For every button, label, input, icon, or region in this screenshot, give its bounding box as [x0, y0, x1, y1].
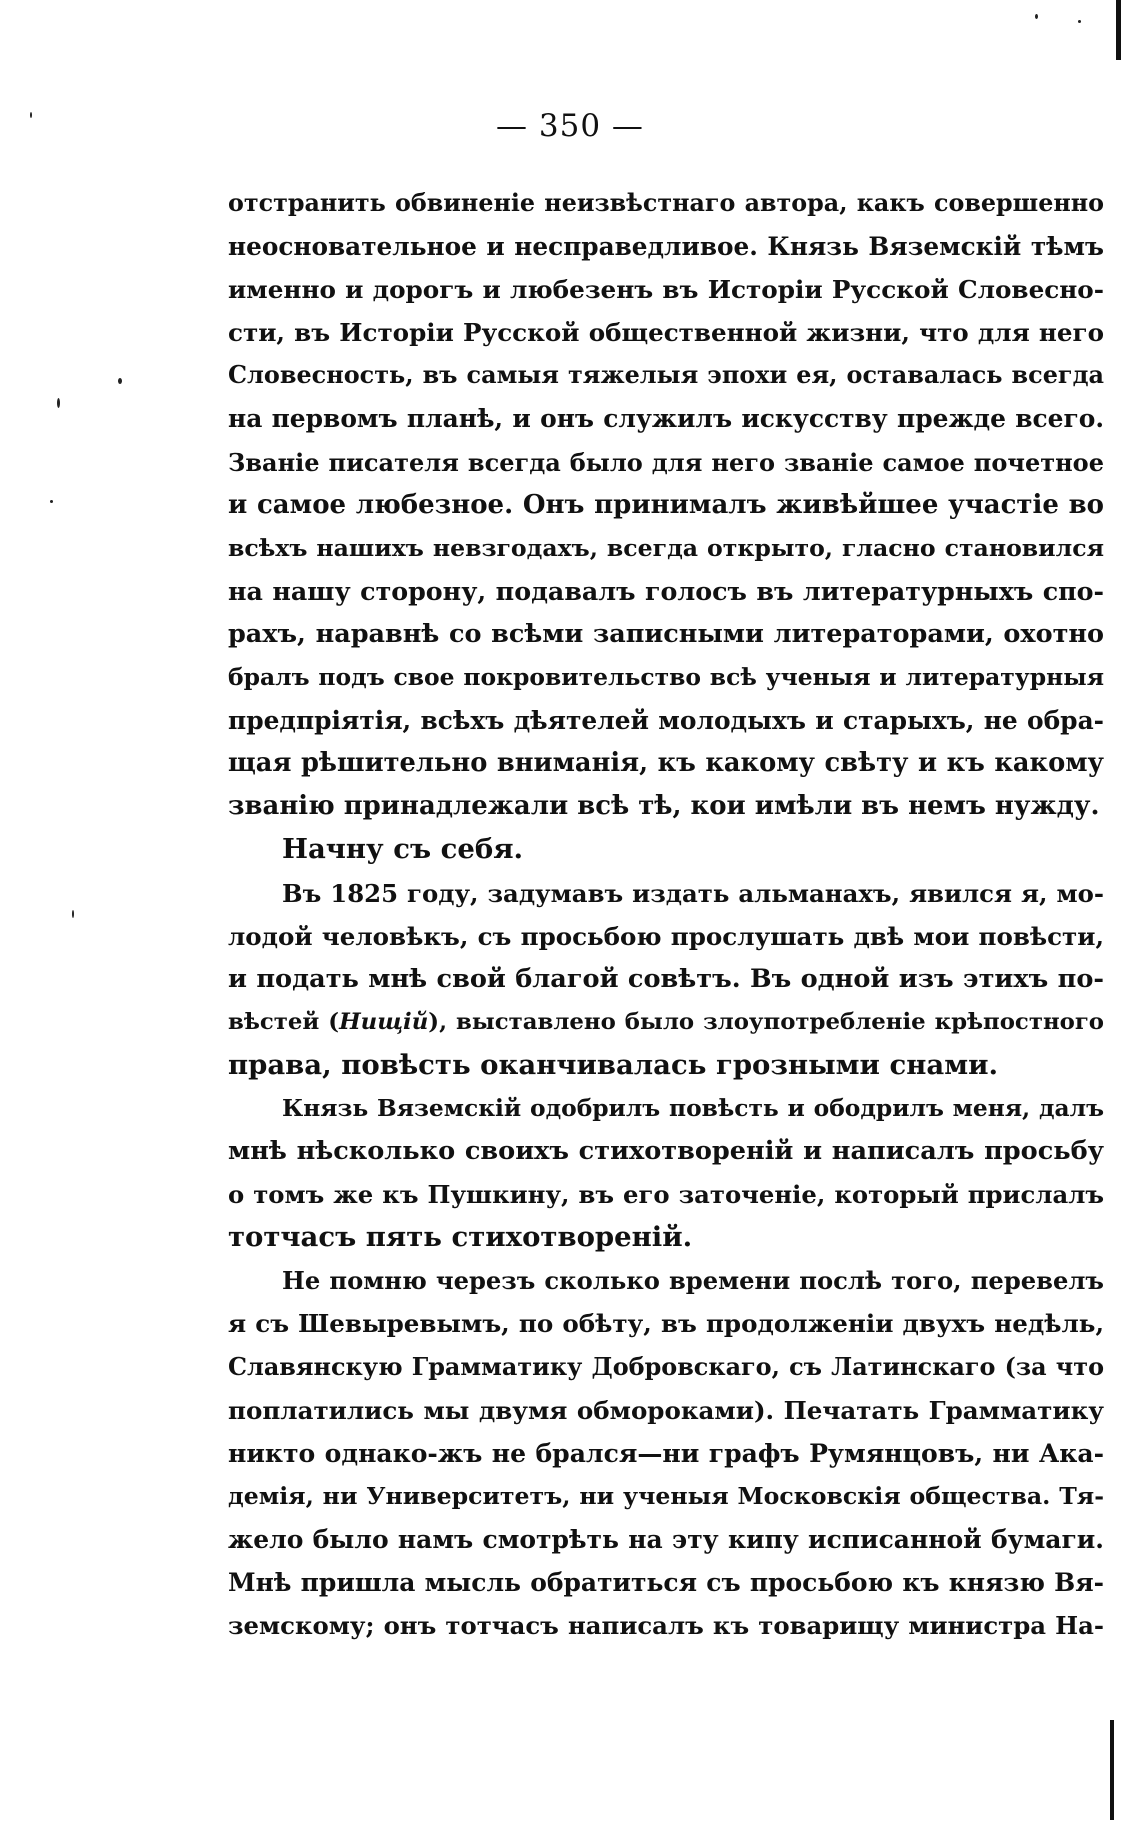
text-line: демія, ни Университетъ, ни ученыя Московскія общества. Тя-: [228, 1481, 1104, 1510]
text-line: Въ 1825 году, задумавъ издать альманахъ, явился я, мо-: [282, 878, 1104, 908]
text-line: никто однако-жъ не брался—ни графъ Румянцовъ, ни Ака-: [228, 1437, 1104, 1468]
scan-speck: [1035, 14, 1038, 19]
body-text: [228, 182, 1104, 1647]
text-line: бралъ подъ свое покровительство всѣ ученыя и литературныя: [228, 663, 1104, 692]
text-line: права, повѣсть оканчивалась грозными снами.: [228, 1048, 999, 1081]
text-line: рахъ, наравнѣ со всѣми записными литераторами, охотно: [228, 618, 1104, 649]
text-line: всѣхъ нашихъ невзгодахъ, всегда открыто, гласно становился: [228, 533, 1104, 562]
text-line: званію принадлежали всѣ тѣ, кои имѣли въ немъ нужду.: [228, 791, 1100, 822]
text-line: поплатились мы двумя обмороками). Печатать Грамматику: [228, 1395, 1104, 1425]
text-line: жело было намъ смотрѣть на эту кипу исписанной бумаги.: [228, 1524, 1104, 1554]
text-line: Начну съ себя.: [282, 833, 524, 866]
text-line: Не помню черезъ сколько времени послѣ того, перевелъ: [282, 1266, 1104, 1296]
text-line: и самое любезное. Онъ принималъ живѣйшее участіе во: [228, 489, 1104, 520]
scan-edge-mark: [1110, 1720, 1114, 1820]
text-line: земскому; онъ тотчасъ написалъ къ товарищу министра На-: [228, 1611, 1104, 1641]
text-line: Славянскую Грамматику Добровскаго, съ Латинскаго (за что: [228, 1352, 1104, 1381]
text-line: я съ Шевыревымъ, по обѣту, въ продолженіи двухъ недѣль,: [228, 1309, 1104, 1339]
text-line: о томъ же къ Пушкину, въ его заточеніе, который прислалъ: [228, 1180, 1104, 1210]
text-line: мнѣ нѣсколько своихъ стихотвореній и написалъ просьбу: [228, 1136, 1104, 1167]
scan-speck: [72, 910, 74, 918]
text-line: лодой человѣкъ, съ просьбою прослушать двѣ мои повѣсти,: [228, 921, 1104, 951]
text-line: неосновательное и несправедливое. Князь Вяземскій тѣмъ: [228, 232, 1104, 262]
scan-edge-mark: [1116, 0, 1121, 60]
text-line: сти, въ Исторіи Русской общественной жизни, что для него: [228, 318, 1104, 348]
page-number: — 350 —: [496, 108, 644, 144]
text-line: именно и дорогъ и любезенъ въ Исторіи Русской Словесно-: [228, 275, 1104, 305]
text-line: Словесность, въ самыя тяжелыя эпохи ея, оставалась всегда: [228, 361, 1104, 390]
scan-speck: [57, 398, 60, 408]
text-line: на первомъ планѣ, и онъ служилъ искусству прежде всего.: [228, 404, 1104, 434]
text-line: отстранить обвиненіе неизвѣстнаго автора, какъ совершенно: [228, 189, 1104, 217]
text-line: Князь Вяземскій одобрилъ повѣсть и ободрилъ меня, далъ: [282, 1093, 1104, 1122]
scan-speck: [118, 378, 122, 384]
text-line: и подать мнѣ свой благой совѣтъ. Въ одной изъ этихъ по-: [228, 963, 1104, 994]
scan-speck: [1078, 20, 1081, 23]
scan-speck: [50, 500, 53, 503]
text-line: на нашу сторону, подавалъ голосъ въ литературныхъ спо-: [228, 575, 1104, 606]
text-line: тотчасъ пять стихотвореній.: [228, 1221, 693, 1254]
text-line: Званіе писателя всегда было для него званіе самое почетное: [228, 447, 1104, 477]
text-line: предпріятія, всѣхъ дѣятелей молодыхъ и старыхъ, не обра-: [228, 706, 1104, 736]
scan-speck: [30, 112, 32, 118]
text-line: щая рѣшительно вниманія, къ какому свѣту и къ какому: [228, 748, 1104, 779]
text-line: Мнѣ пришла мысль обратиться съ просьбою къ князю Вя-: [228, 1568, 1104, 1597]
text-line: вѣстей (Нищій), выставлено было злоупотребленіе крѣпостного: [228, 1008, 1105, 1035]
italic-title: Нищій: [339, 1008, 429, 1035]
